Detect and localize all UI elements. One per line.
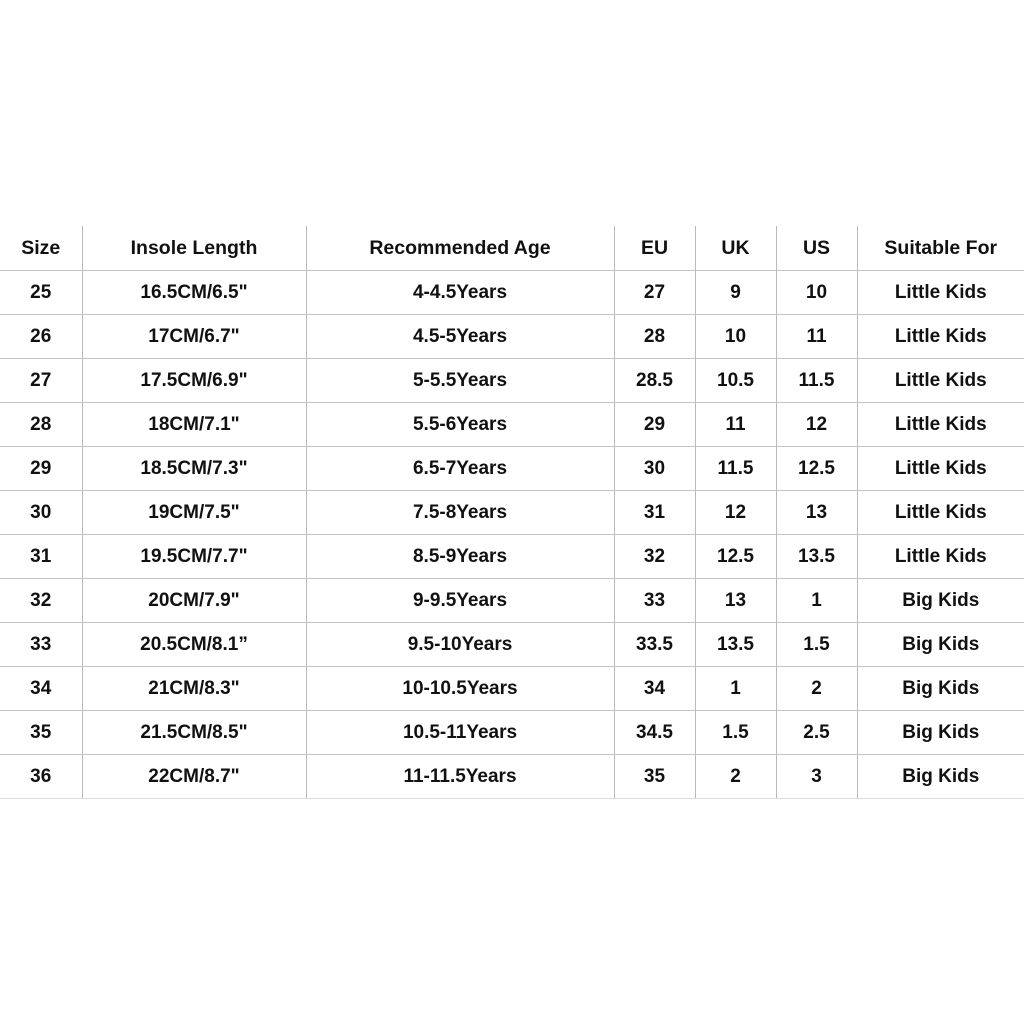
cell-recommended-age: 4.5-5Years — [306, 315, 614, 359]
cell-uk: 12 — [695, 491, 776, 535]
cell-size: 27 — [0, 359, 82, 403]
cell-insole-length: 19CM/7.5" — [82, 491, 306, 535]
cell-us: 10 — [776, 271, 857, 315]
table-row — [0, 579, 1024, 623]
size-chart-header — [0, 226, 1024, 271]
cell-suitable-for: Little Kids — [857, 491, 1024, 535]
cell-us: 11 — [776, 315, 857, 359]
cell-size: 28 — [0, 403, 82, 447]
cell-insole-length: 17CM/6.7" — [82, 315, 306, 359]
cell-size: 33 — [0, 623, 82, 667]
cell-eu: 34 — [614, 667, 695, 711]
cell-us: 13 — [776, 491, 857, 535]
cell-size: 31 — [0, 535, 82, 579]
cell-insole-length: 19.5CM/7.7" — [82, 535, 306, 579]
cell-us: 2.5 — [776, 711, 857, 755]
size-chart-table — [0, 226, 1024, 799]
cell-insole-length: 18.5CM/7.3" — [82, 447, 306, 491]
header-eu: EU — [614, 226, 695, 271]
cell-eu: 33 — [614, 579, 695, 623]
cell-recommended-age: 5.5-6Years — [306, 403, 614, 447]
cell-recommended-age: 9.5-10Years — [306, 623, 614, 667]
header-uk: UK — [695, 226, 776, 271]
cell-eu: 29 — [614, 403, 695, 447]
cell-size: 35 — [0, 711, 82, 755]
cell-size: 30 — [0, 491, 82, 535]
cell-recommended-age: 7.5-8Years — [306, 491, 614, 535]
cell-insole-length: 17.5CM/6.9" — [82, 359, 306, 403]
header-us: US — [776, 226, 857, 271]
cell-suitable-for: Little Kids — [857, 535, 1024, 579]
cell-suitable-for: Big Kids — [857, 711, 1024, 755]
cell-recommended-age: 9-9.5Years — [306, 579, 614, 623]
cell-eu: 35 — [614, 755, 695, 799]
header-size: Size — [0, 226, 82, 271]
cell-uk: 13.5 — [695, 623, 776, 667]
table-row — [0, 755, 1024, 799]
table-row — [0, 491, 1024, 535]
cell-uk: 1 — [695, 667, 776, 711]
cell-insole-length: 18CM/7.1" — [82, 403, 306, 447]
cell-insole-length: 21CM/8.3" — [82, 667, 306, 711]
cell-us: 1 — [776, 579, 857, 623]
cell-eu: 27 — [614, 271, 695, 315]
cell-uk: 10 — [695, 315, 776, 359]
cell-us: 11.5 — [776, 359, 857, 403]
cell-uk: 12.5 — [695, 535, 776, 579]
cell-suitable-for: Little Kids — [857, 315, 1024, 359]
cell-suitable-for: Big Kids — [857, 755, 1024, 799]
cell-size: 25 — [0, 271, 82, 315]
cell-recommended-age: 11-11.5Years — [306, 755, 614, 799]
cell-suitable-for: Little Kids — [857, 359, 1024, 403]
cell-recommended-age: 10.5-11Years — [306, 711, 614, 755]
cell-us: 12.5 — [776, 447, 857, 491]
table-row — [0, 315, 1024, 359]
cell-uk: 13 — [695, 579, 776, 623]
cell-size: 34 — [0, 667, 82, 711]
cell-us: 1.5 — [776, 623, 857, 667]
header-suitable-for: Suitable For — [857, 226, 1024, 271]
cell-suitable-for: Big Kids — [857, 623, 1024, 667]
cell-eu: 32 — [614, 535, 695, 579]
cell-insole-length: 21.5CM/8.5" — [82, 711, 306, 755]
cell-recommended-age: 6.5-7Years — [306, 447, 614, 491]
table-row — [0, 711, 1024, 755]
cell-suitable-for: Little Kids — [857, 403, 1024, 447]
cell-uk: 11 — [695, 403, 776, 447]
cell-size: 29 — [0, 447, 82, 491]
table-row — [0, 667, 1024, 711]
cell-us: 13.5 — [776, 535, 857, 579]
cell-insole-length: 16.5CM/6.5" — [82, 271, 306, 315]
cell-us: 12 — [776, 403, 857, 447]
cell-suitable-for: Little Kids — [857, 271, 1024, 315]
table-row — [0, 535, 1024, 579]
cell-suitable-for: Big Kids — [857, 667, 1024, 711]
table-row — [0, 359, 1024, 403]
cell-eu: 28.5 — [614, 359, 695, 403]
cell-eu: 30 — [614, 447, 695, 491]
cell-uk: 9 — [695, 271, 776, 315]
cell-size: 26 — [0, 315, 82, 359]
cell-eu: 31 — [614, 491, 695, 535]
cell-insole-length: 20.5CM/8.1” — [82, 623, 306, 667]
header-recommended-age: Recommended Age — [306, 226, 614, 271]
cell-size: 36 — [0, 755, 82, 799]
size-chart-body — [0, 271, 1024, 799]
table-row — [0, 271, 1024, 315]
cell-eu: 34.5 — [614, 711, 695, 755]
table-row — [0, 403, 1024, 447]
cell-size: 32 — [0, 579, 82, 623]
header-row — [0, 226, 1024, 271]
cell-insole-length: 20CM/7.9" — [82, 579, 306, 623]
table-row — [0, 447, 1024, 491]
cell-us: 3 — [776, 755, 857, 799]
cell-insole-length: 22CM/8.7" — [82, 755, 306, 799]
cell-uk: 1.5 — [695, 711, 776, 755]
cell-suitable-for: Little Kids — [857, 447, 1024, 491]
header-insole-length: Insole Length — [82, 226, 306, 271]
cell-uk: 10.5 — [695, 359, 776, 403]
cell-recommended-age: 8.5-9Years — [306, 535, 614, 579]
cell-eu: 28 — [614, 315, 695, 359]
cell-recommended-age: 5-5.5Years — [306, 359, 614, 403]
cell-uk: 11.5 — [695, 447, 776, 491]
cell-us: 2 — [776, 667, 857, 711]
cell-recommended-age: 4-4.5Years — [306, 271, 614, 315]
cell-eu: 33.5 — [614, 623, 695, 667]
table-row — [0, 623, 1024, 667]
cell-uk: 2 — [695, 755, 776, 799]
cell-suitable-for: Big Kids — [857, 579, 1024, 623]
cell-recommended-age: 10-10.5Years — [306, 667, 614, 711]
